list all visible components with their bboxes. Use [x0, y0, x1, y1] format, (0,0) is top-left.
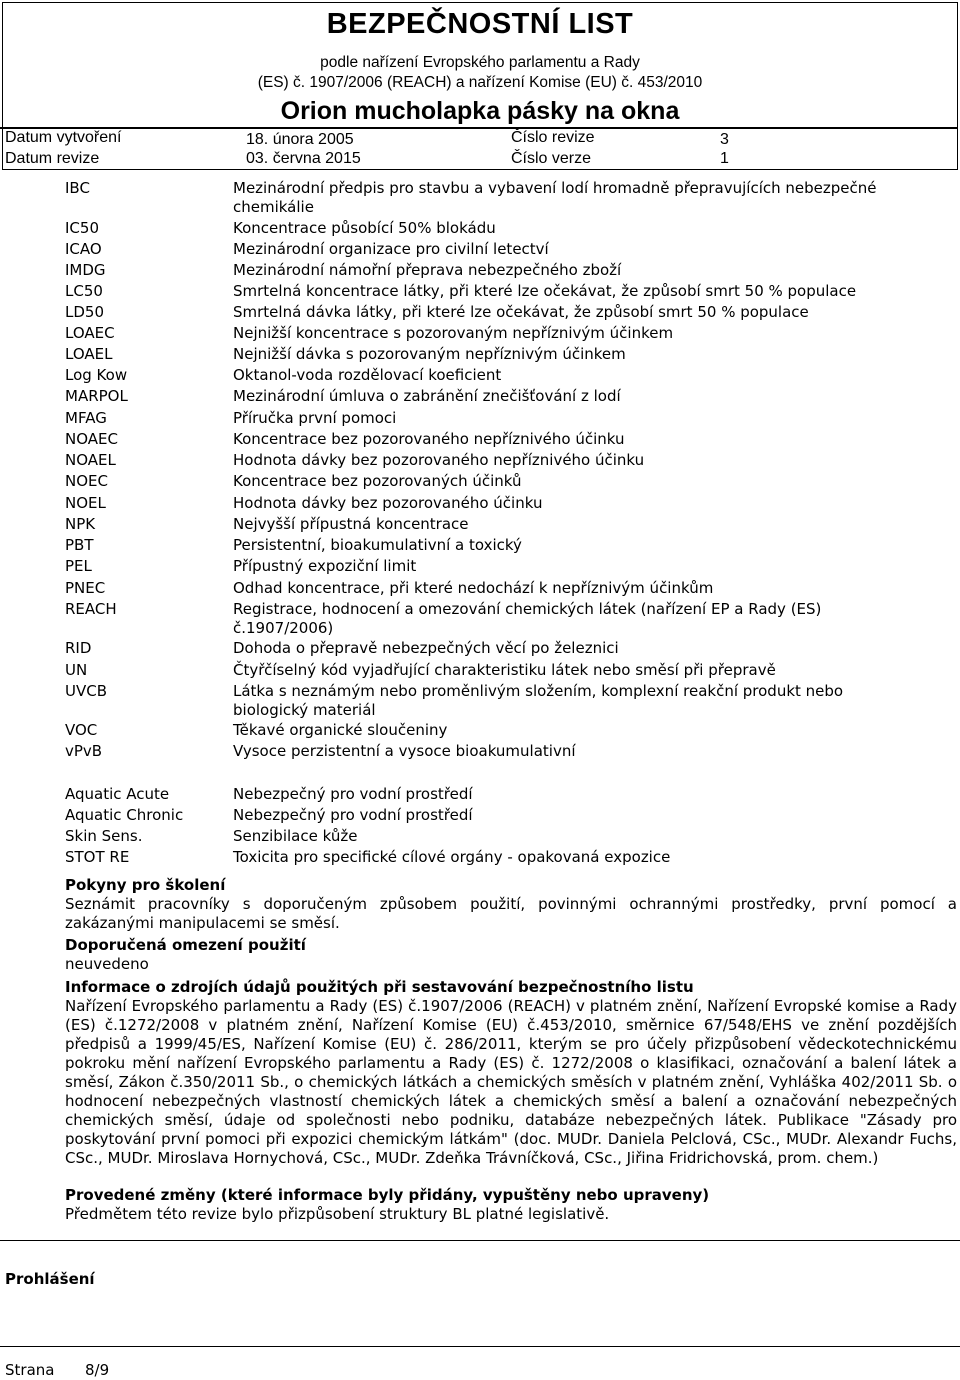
abbreviation-definition: Mezinárodní organizace pro civilní letectví	[233, 240, 549, 258]
sources-text: Nařízení Evropského parlamentu a Rady (ES) č.1907/2006 (REACH) v platném znění, Nařízení Evropské komise a Rady (ES) č.1272/2008 v platném znění, Nařízení Komise (EU) č.453/2010, směrnice 67/548/EHS ve znění pozdějších předpisů a 1999/45/ES, Nařízení Komise (EU) č. 286/2011, kterým se pro účely přizpůsobení vědeckotechnickému pokroku mění nařízení Evropského parlamentu a Rady (ES) č. 1272/2008 o klasifikaci, označování a balení látek a směsí, Zákon č.350/2011 Sb., o chemických látkách a chemických směsích v platném znění, Vyhláška 402/2011 Sb. o hodnocení nebezpečných vlastností chemických látek a chemických směsí a balení a označování nebezpečných chemických směsí, údaje od společnosti nebo podniku, databáze nebezpečných látek. Publikace "Zásady pro poskytování první pomoci při expozici chemickým látkám" (doc. MUDr. Daniela Pelclová, CSc., MUDr. Alexandr Fuchs, CSc., MUDr. Miroslava Hornychová, CSc., MUDr. Zdeňka Trávníčková, CSc., Jiřina Fridrichovská, prom. chem.)	[65, 997, 957, 1167]
abbreviation-definition: Oktanol-voda rozdělovací koeficient	[233, 366, 502, 384]
abbreviation-term: PEL	[65, 557, 92, 575]
abbreviation-definition: Mezinárodní předpis pro stavbu a vybavení lodí hromadně přepravujících nebezpečné chemikálie	[233, 179, 877, 216]
changes-heading: Provedené změny (které informace byly přidány, vypuštěny nebo upraveny)	[65, 1186, 710, 1204]
hazard-term: Aquatic Chronic	[65, 806, 184, 824]
created-label: Datum vytvoření	[5, 129, 122, 146]
abbreviation-term: NOAEC	[65, 430, 118, 448]
hazard-definition: Nebezpečný pro vodní prostředí	[233, 806, 473, 824]
abbreviation-term: VOC	[65, 721, 98, 739]
abbreviation-term: UN	[65, 661, 88, 679]
abbreviation-term: MFAG	[65, 409, 107, 427]
changes-section	[65, 1186, 957, 1224]
abbreviation-term: IBC	[65, 179, 90, 197]
abbreviation-definition: Dohoda o přepravě nebezpečných věcí po železnici	[233, 639, 619, 657]
abbreviation-definition: Nejnižší dávka s pozorovaným nepříznivým účinkem	[233, 345, 626, 363]
sources-heading: Informace o zdrojích údajů použitých při sestavování bezpečnostního listu	[65, 978, 694, 996]
document-header	[0, 0, 960, 172]
hazard-definition: Nebezpečný pro vodní prostředí	[233, 785, 473, 803]
abbreviation-definition: Příručka první pomoci	[233, 409, 397, 427]
abbreviation-term: vPvB	[65, 742, 103, 760]
training-heading: Pokyny pro školení	[65, 876, 226, 894]
restrictions-section	[65, 936, 957, 974]
abbreviation-definition: Hodnota dávky bez pozorovaného účinku	[233, 494, 543, 512]
abbreviation-term: IC50	[65, 219, 99, 237]
abbreviation-definition: Mezinárodní námořní přeprava nebezpečného zboží	[233, 261, 622, 279]
revision-date-value: 03. června 2015	[246, 150, 361, 167]
abbreviation-term: LC50	[65, 282, 103, 300]
restrictions-text: neuvedeno	[65, 955, 149, 973]
declaration-heading: Prohlášení	[5, 1270, 95, 1288]
revision-date-label: Datum revize	[5, 150, 100, 167]
abbreviation-definition: Přípustný expoziční limit	[233, 557, 417, 575]
abbreviation-term: ICAO	[65, 240, 102, 258]
hazard-definition: Toxicita pro specifické cílové orgány - opakovaná expozice	[233, 848, 671, 866]
abbreviation-definition: Hodnota dávky bez pozorovaného nepříznivého účinku	[233, 451, 645, 469]
training-section	[65, 876, 957, 933]
changes-text: Předmětem této revize bylo přizpůsobení struktury BL platné legislativě.	[65, 1205, 610, 1223]
regulation-line-1: podle nařízení Evropského parlamentu a Rady	[320, 54, 640, 71]
abbreviation-term: NOEC	[65, 472, 108, 490]
abbreviation-term: LOAEL	[65, 345, 113, 363]
abbreviation-definition: Smrtelná dávka látky, při které lze očekávat, že způsobí smrt 50 % populace	[233, 303, 809, 321]
hazard-term: Aquatic Acute	[65, 785, 170, 803]
version-no-label: Číslo verze	[511, 150, 592, 167]
regulation-line-2: (ES) č. 1907/2006 (REACH) a nařízení Komise (EU) č. 453/2010	[257, 74, 703, 91]
abbreviation-term: Log Kow	[65, 366, 128, 384]
abbreviation-definition: Koncentrace bez pozorovaných účinků	[233, 472, 522, 490]
abbreviation-term: UVCB	[65, 682, 108, 700]
abbreviation-term: PNEC	[65, 579, 106, 597]
abbreviation-definition: Nejnižší koncentrace s pozorovaným nepříznivým účinkem	[233, 324, 674, 342]
hazard-definition: Senzibilace kůže	[233, 827, 358, 845]
product-name: Orion mucholapka pásky na okna	[280, 97, 680, 125]
abbreviation-term: LD50	[65, 303, 104, 321]
abbreviation-term: MARPOL	[65, 387, 128, 405]
sources-section	[65, 978, 957, 1168]
abbreviation-definition: Mezinárodní úmluva o zabránění znečišťování z lodí	[233, 387, 621, 405]
revision-no-label: Číslo revize	[511, 129, 595, 146]
created-value: 18. února 2005	[246, 131, 354, 148]
document-title: BEZPEČNOSTNÍ LIST	[326, 8, 634, 40]
abbreviation-definition: Těkavé organické sloučeniny	[233, 721, 448, 739]
abbreviation-definition: Vysoce perzistentní a vysoce bioakumulativní	[233, 742, 576, 760]
hazard-term: Skin Sens.	[65, 827, 143, 845]
page-number: 8/9	[85, 1361, 110, 1379]
abbreviation-definition: Koncentrace působící 50% blokádu	[233, 219, 496, 237]
abbreviation-term: IMDG	[65, 261, 106, 279]
abbreviation-term: PBT	[65, 536, 94, 554]
abbreviation-definition: Čtyřčíselný kód vyjadřující charakteristiku látek nebo směsí při přepravě	[233, 661, 776, 679]
abbreviation-definition: Persistentní, bioakumulativní a toxický	[233, 536, 522, 554]
version-no-value: 1	[720, 150, 729, 167]
abbreviation-definition: Koncentrace bez pozorovaného nepříznivého účinku	[233, 430, 625, 448]
abbreviation-definition: Odhad koncentrace, při které nedochází k nepříznivým účinkům	[233, 579, 714, 597]
abbreviation-definition: Nejvyšší přípustná koncentrace	[233, 515, 469, 533]
abbreviation-term: RID	[65, 639, 92, 657]
abbreviation-term: NPK	[65, 515, 96, 533]
hazard-term: STOT RE	[65, 848, 130, 866]
abbreviation-term: NOAEL	[65, 451, 116, 469]
abbreviation-term: LOAEC	[65, 324, 115, 342]
page-label: Strana	[5, 1361, 55, 1379]
abbreviation-term: NOEL	[65, 494, 106, 512]
abbreviation-definition: Látka s neznámým nebo proměnlivým složením, komplexní reakční produkt nebo biologický materiál	[233, 682, 844, 719]
abbreviation-term: REACH	[65, 600, 117, 618]
section-divider	[0, 1240, 960, 1241]
training-text: Seznámit pracovníky s doporučeným způsobem použití, povinnými ochrannými prostředky, první pomocí a zakázanými manipulacemi se směsí.	[65, 895, 957, 932]
revision-no-value: 3	[720, 131, 729, 148]
page-footer	[0, 1346, 960, 1380]
abbreviation-definition: Smrtelná koncentrace látky, při které lze očekávat, že způsobí smrt 50 % populace	[233, 282, 857, 300]
abbreviation-definition: Registrace, hodnocení a omezování chemických látek (nařízení EP a Rady (ES) č.1907/2006)	[233, 600, 822, 637]
restrictions-heading: Doporučená omezení použití	[65, 936, 306, 954]
header-divider	[0, 127, 958, 129]
